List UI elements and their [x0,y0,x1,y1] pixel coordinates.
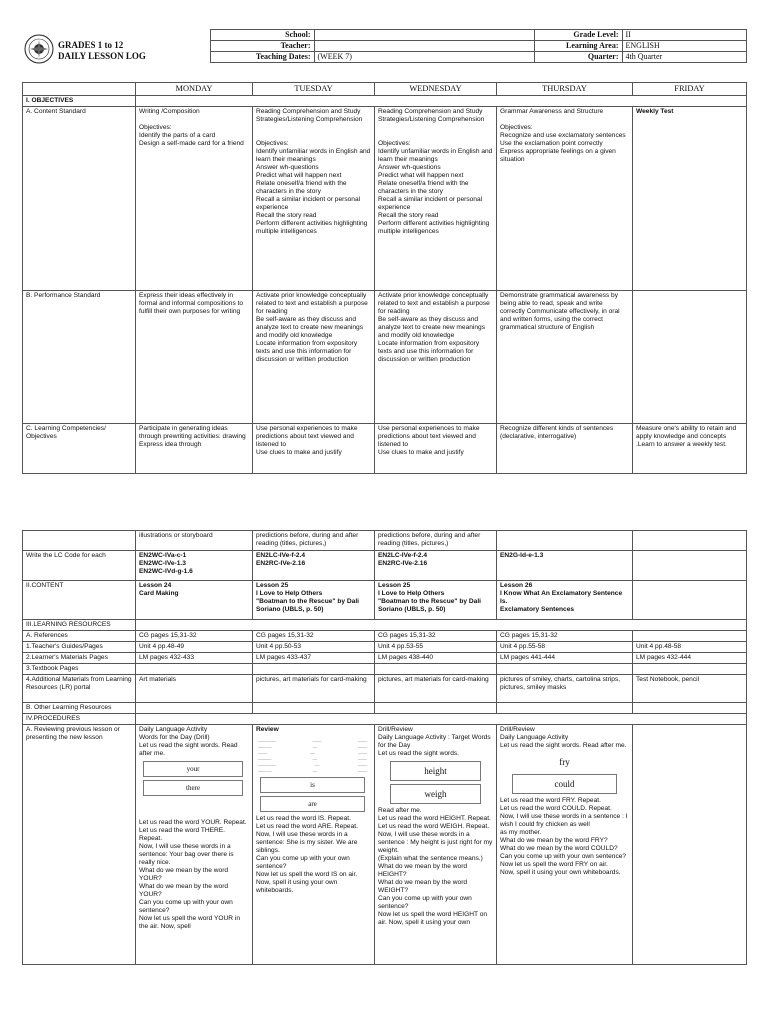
text-line: Now let us spell the word YOUR in the air. Now, spell [139,915,241,930]
text-line: What do we mean by the word YOUR? [139,867,229,882]
text-line: Express appropriate feelings on a given situation [500,148,616,163]
text-line: Let us read the word ARE. Repeat. [256,823,358,830]
review-tue-body [256,815,371,895]
content-thu [497,581,633,620]
review-mon [136,725,253,965]
text-line [636,726,743,734]
text-line: Let us read the word WEIGH. Repeat. [378,823,490,830]
text-line: What do we mean by the word WEIGHT? [378,879,468,894]
school-label: School: [210,30,314,41]
continued-tue: predictions before, during and after reading (titles, pictures,) [253,531,375,551]
text-line: Lesson 24 [139,582,172,589]
text-line: Weekly Test [636,108,674,115]
word-card-weigh: weigh [390,784,481,804]
text-line: Perform different activities highlighting multiple intelligences [378,220,490,235]
content-fri [633,581,747,620]
references-thu: CG pages 15,31-32 [497,631,633,642]
text-line: Now let us spell the word HEIGHT on air. Now, spell it using your own [378,911,488,926]
teachers-guide-label: 1.Teacher's Guides/Pages [23,642,136,653]
text-line: What do we mean by the word COULD? [500,845,618,852]
review-thu-body [500,797,629,877]
content-standard-tue [253,107,375,291]
additional-materials-fri: Test Notebook, pencil [633,675,747,703]
text-line: Express idea through [139,441,202,448]
word-card-is: is [260,777,365,793]
continued-wed: predictions before, during and after reading (titles, pictures,) [375,531,497,551]
text-line: EN2WC-IVe-1.3 [139,560,186,567]
review-mon-body [139,819,249,931]
learners-materials-fri: LM pages 432-444 [633,653,747,664]
text-line: Read after me. [378,807,422,814]
content-mon [136,581,253,620]
text-line [636,582,743,590]
performance-standard-tue [253,291,375,424]
text-line: Participate in generating ideas through prewriting activities: drawing [139,425,246,440]
text-line: Objectives: [378,140,411,147]
additional-materials-tue: pictures, art materials for card-making [253,675,375,703]
text-line: Grammar Awareness and Structure [500,108,604,115]
text-line: Can you come up with your own sentence? [256,855,350,870]
text-line: What do we mean by the word FRY? [500,837,608,844]
review-label: A. Reviewing previous lesson or presenting the new lesson [23,725,136,965]
text-line: Let us read the word FRY. Repeat. [500,797,601,804]
learning-resources-label: III.LEARNING RESOURCES [23,620,136,631]
text-line: Design a self-made card for a friend [139,140,244,147]
text-line: Reading Comprehension and Study Strategies/Listening Comprehension [256,108,363,123]
title-line-1: GRADES 1 to 12 [58,40,124,50]
text-line: Drill/Review [500,726,535,733]
lc-code-label: Write the LC Code for each [23,551,136,581]
performance-standard-label: B. Performance Standard [23,291,136,424]
text-line: Let us read the word HEIGHT. Repeat. [378,815,491,822]
word-card-your: your [143,761,243,777]
text-line: Recognize and use exclamatory sentences [500,132,626,139]
competencies-mon [136,424,253,474]
other-resources-label: B. Other Learning Resources [23,703,136,714]
section-objectives: I. OBJECTIVES [23,96,136,107]
text-line [378,124,493,132]
text-line: Measure one's ability to retain and apply knowledge and concepts .Learn to answer a weekly test. [636,425,737,448]
competencies-label: C. Learning Competencies/ Objectives [23,424,136,474]
text-line: "Boatman to the Rescue" by Dali Soriano (UBLS, p. 50) [256,598,359,613]
text-line: Identify unfamiliar words in English and learn their meanings [256,148,371,163]
teacher-value[interactable] [314,41,534,52]
teachers-guide-tue: Unit 4 pp.50-53 [253,642,375,653]
procedures-label: IV.PROCEDURES [23,714,136,725]
text-line: Reading Comprehension and Study Strategies/Listening Comprehension [378,108,485,123]
text-line: I Love to Help Others [378,590,445,597]
learners-materials-wed: LM pages 438-440 [375,653,497,664]
text-line: Daily Language Activity : Target Words for the Day [378,734,491,749]
text-line [636,292,743,300]
text-line: Use personal experiences to make predictions about text viewed and listened to [378,425,480,448]
text-line: I Know What An Exclamatory Sentence Is. [500,590,623,605]
text-line: "Boatman to the Rescue" by Dali Soriano (UBLS, p. 50) [378,598,481,613]
learning-area-value[interactable]: ENGLISH [622,41,746,52]
text-line: Now, I will use these words in a sentence : My height is just right for my weight. [378,831,493,854]
text-line: Now let us spell the word FRY on air. [500,861,608,868]
review-thu-intro [500,726,629,750]
references-wed: CG pages 15,31-32 [375,631,497,642]
text-line: Be self-aware as they discuss and analyze text to create new meanings and modify old knowledge [256,316,364,339]
text-line [139,116,249,124]
text-line: Let us read the word THERE. Repeat. [139,827,226,842]
teachers-guide-mon: Unit 4 pp.48-49 [136,642,253,653]
grade-level-value[interactable]: II [622,30,746,41]
text-line: Recall a similar incident or personal experience [378,196,483,211]
review-wed-body [378,807,493,927]
title-line-2: DAILY LESSON LOG [58,51,146,61]
text-line: Can you come up with your own sentence? [139,899,233,914]
word-card-could: could [512,774,617,794]
additional-materials-wed: pictures, art materials for card-making [375,675,497,703]
header-table [22,29,747,63]
continued-mon: illustrations or storyboard [136,531,253,551]
page-2 [0,520,768,1024]
additional-materials-mon: Art materials [136,675,253,703]
performance-standard-thu [497,291,633,424]
teaching-dates-value[interactable]: (WEEK 7) [314,52,534,63]
teacher-label: Teacher: [210,41,314,52]
text-line: Objectives: [139,124,172,131]
text-line: Perform different activities highlighting multiple intelligences [256,220,368,235]
review-tue-intro [256,726,371,734]
text-line: Lesson 25 [256,582,289,589]
text-line: EN2RC-IVe-2.16 [378,560,428,567]
text-line: Identify the parts of a card [139,132,216,139]
references-fri [633,631,747,642]
text-line [256,132,371,140]
text-line: Lesson 25 [378,582,411,589]
performance-standard-mon [136,291,253,424]
references-mon: CG pages 15,31-32 [136,631,253,642]
text-line: Lesson 26 [500,582,533,589]
text-line: Words for the Day (Drill) [139,734,210,741]
text-line: I Love to Help Others [256,590,323,597]
text-line: (Explain what the sentence means.) [378,855,483,862]
text-line: Now, I will use these words in a sentence: She is my sister. We are siblings. [256,831,358,854]
learners-materials-label: 2.Learner's Materials Pages [23,653,136,664]
text-line: EN2LC-IVe-f-2.4 [378,552,428,559]
text-line: as my mother. [500,829,542,836]
text-line: Relate oneself/a friend with the characters in the story [378,180,469,195]
additional-materials-thu: pictures of smiley, charts, cartolina strips, pictures, smiley masks [497,675,633,703]
text-line [636,552,743,560]
text-line: Locate information from expository texts and use this information for discussion or written production [256,340,358,363]
teachers-guide-wed: Unit 4 pp.53-55 [375,642,497,653]
text-line: Daily Language Activity [500,734,569,741]
text-line: Predict what will happen next [256,172,342,179]
review-wed-intro [378,726,493,758]
lc-code-mon [136,551,253,581]
text-line: EN2RC-IVe-2.16 [256,560,306,567]
word-card-are: are [260,796,365,812]
day-header-thursday: THURSDAY [497,83,633,96]
school-value[interactable] [314,30,534,41]
text-line: Demonstrate grammatical awareness by being able to read, speak and write correctly Communicate effectively, in oral and written forms, using the correct grammatical structure of English [500,292,620,331]
text-line: EN2LC-IVe-f-2.4 [256,552,306,559]
lc-code-wed [375,551,497,581]
text-line: Use the exclamation point correctly [500,140,603,147]
text-line: Use clues to make and justify [378,449,464,456]
day-header-monday: MONDAY [136,83,253,96]
performance-standard-fri [633,291,747,424]
learners-materials-tue: LM pages 433-437 [253,653,375,664]
lc-code-fri [633,551,747,581]
text-line: Express their ideas effectively in formal and informal compositions to fulfill their own purposes for writing [139,292,244,315]
content-label: II.CONTENT [23,581,136,620]
content-standard-fri [633,107,747,291]
textbook-pages-label: 3.Textbook Pages [23,664,136,675]
lesson-log-table-page2 [22,530,747,965]
text-line [256,124,371,132]
text-line: Daily Language Activity [139,726,208,733]
day-header-tuesday: TUESDAY [253,83,375,96]
text-line: Review [256,726,279,733]
text-line: Objectives: [256,140,289,147]
text-line: Answer wh-questions [256,164,319,171]
text-line: Activate prior knowledge conceptually related to text and establish a purpose for reading [378,292,490,315]
text-line: Use clues to make and justify [256,449,342,456]
text-line: EN2WC-IVa-c-1 [139,552,187,559]
text-line: Use personal experiences to make predictions about text viewed and listened to [256,425,358,448]
content-wed [375,581,497,620]
review-fri [633,725,747,965]
competencies-tue [253,424,375,474]
review-thu [497,725,633,965]
text-line: Card Making [139,590,179,597]
lc-code-thu [497,551,633,581]
day-header-blank [23,83,136,96]
text-line: Identify unfamiliar words in English and learn their meanings [378,148,493,163]
teachers-guide-fri: Unit 4 pp.48-58 [633,642,747,653]
grade-level-label: Grade Level: [534,30,622,41]
page-1 [0,0,768,478]
text-line [378,132,493,140]
text-line [500,116,629,124]
review-mon-intro [139,726,249,758]
text-line: Let us read the sight words. Read after me. [500,742,627,749]
references-tue: CG pages 15,31-32 [253,631,375,642]
references-label: A. References [23,631,136,642]
text-line: Let us read the word YOUR. Repeat. [139,819,247,826]
word-card-height: height [390,761,481,781]
text-line: Let us read the word COULD. Repeat. [500,805,612,812]
text-line: Now, spell it using your own whiteboards. [500,869,621,876]
text-line: Drill/Review [378,726,413,733]
lc-code-tue [253,551,375,581]
quarter-value[interactable]: 4th Quarter [622,52,746,63]
text-line: Recognize different kinds of sentences (declarative, interrogative) [500,425,614,440]
review-wed [375,725,497,965]
learning-area-label: Learning Area: [534,41,622,52]
lesson-log-table-page1 [22,82,747,474]
sight-words-thumbnail-image: ———— —— —— ——— — —— —— — —— ——— — —— ———— — —— ——— — —— [258,738,367,773]
text-line: Can you come up with your own sentence? [500,853,627,860]
word-card-fry: fry [559,757,570,767]
competencies-wed [375,424,497,474]
text-line: Can you come up with your own sentence? [378,895,472,910]
text-line: Be self-aware as they discuss and analyze text to create new meanings and modify old knowledge [378,316,486,339]
text-line: Now, I will use these words in a sentence : I wish I could fry chicken as well [500,813,628,828]
text-line: What do we mean by the word HEIGHT? [378,863,468,878]
text-line: Locate information from expository texts and use this information for discussion or written production [378,340,480,363]
text-line: Activate prior knowledge conceptually related to text and establish a purpose for reading [256,292,368,315]
content-standard-thu [497,107,633,291]
text-line: Recall the story read [378,212,439,219]
content-standard-mon [136,107,253,291]
text-line: What do we mean by the word YOUR? [139,883,229,898]
text-line: Let us read the sight words. Read after me. [139,742,238,757]
competencies-fri [633,424,747,474]
text-line: EN2WC-IVd-g-1.6 [139,568,193,575]
learners-materials-thu: LM pages 441-444 [497,653,633,664]
learners-materials-mon: LM pages 432-433 [136,653,253,664]
content-standard-label: A. Content Standard [23,107,136,291]
quarter-label: Quarter: [534,52,622,63]
content-standard-wed [375,107,497,291]
text-line: Recall a similar incident or personal experience [256,196,361,211]
text-line: Let us read the word IS. Repeat. [256,815,351,822]
text-line: Exclamatory Sentences [500,606,575,613]
text-line: EN2G-Id-e-1.3 [500,552,544,559]
word-card-there: there [143,780,243,796]
review-tue [253,725,375,965]
teachers-guide-thu: Unit 4 pp.55-58 [497,642,633,653]
additional-materials-label: 4.Additional Materials from Learning Resources (LR) portal [23,675,136,703]
competencies-thu [497,424,633,474]
text-line: Now, I will use these words in a sentence: Your bag over there is really nice. [139,843,234,866]
text-line: Let us read the sight words. [378,750,460,757]
performance-standard-wed [375,291,497,424]
text-line: Now let us spell the word IS on air. Now, spell it using your own whiteboards. [256,871,358,894]
text-line: Objectives: [500,124,533,131]
day-header-wednesday: WEDNESDAY [375,83,497,96]
content-tue [253,581,375,620]
day-header-friday: FRIDAY [633,83,747,96]
teaching-dates-label: Teaching Dates: [210,52,314,63]
text-line: Predict what will happen next [378,172,464,179]
text-line: Relate oneself/a friend with the characters in the story [256,180,347,195]
text-line: Writing /Composition [139,108,200,115]
text-line: Answer wh-questions [378,164,441,171]
text-line: Recall the story read [256,212,317,219]
